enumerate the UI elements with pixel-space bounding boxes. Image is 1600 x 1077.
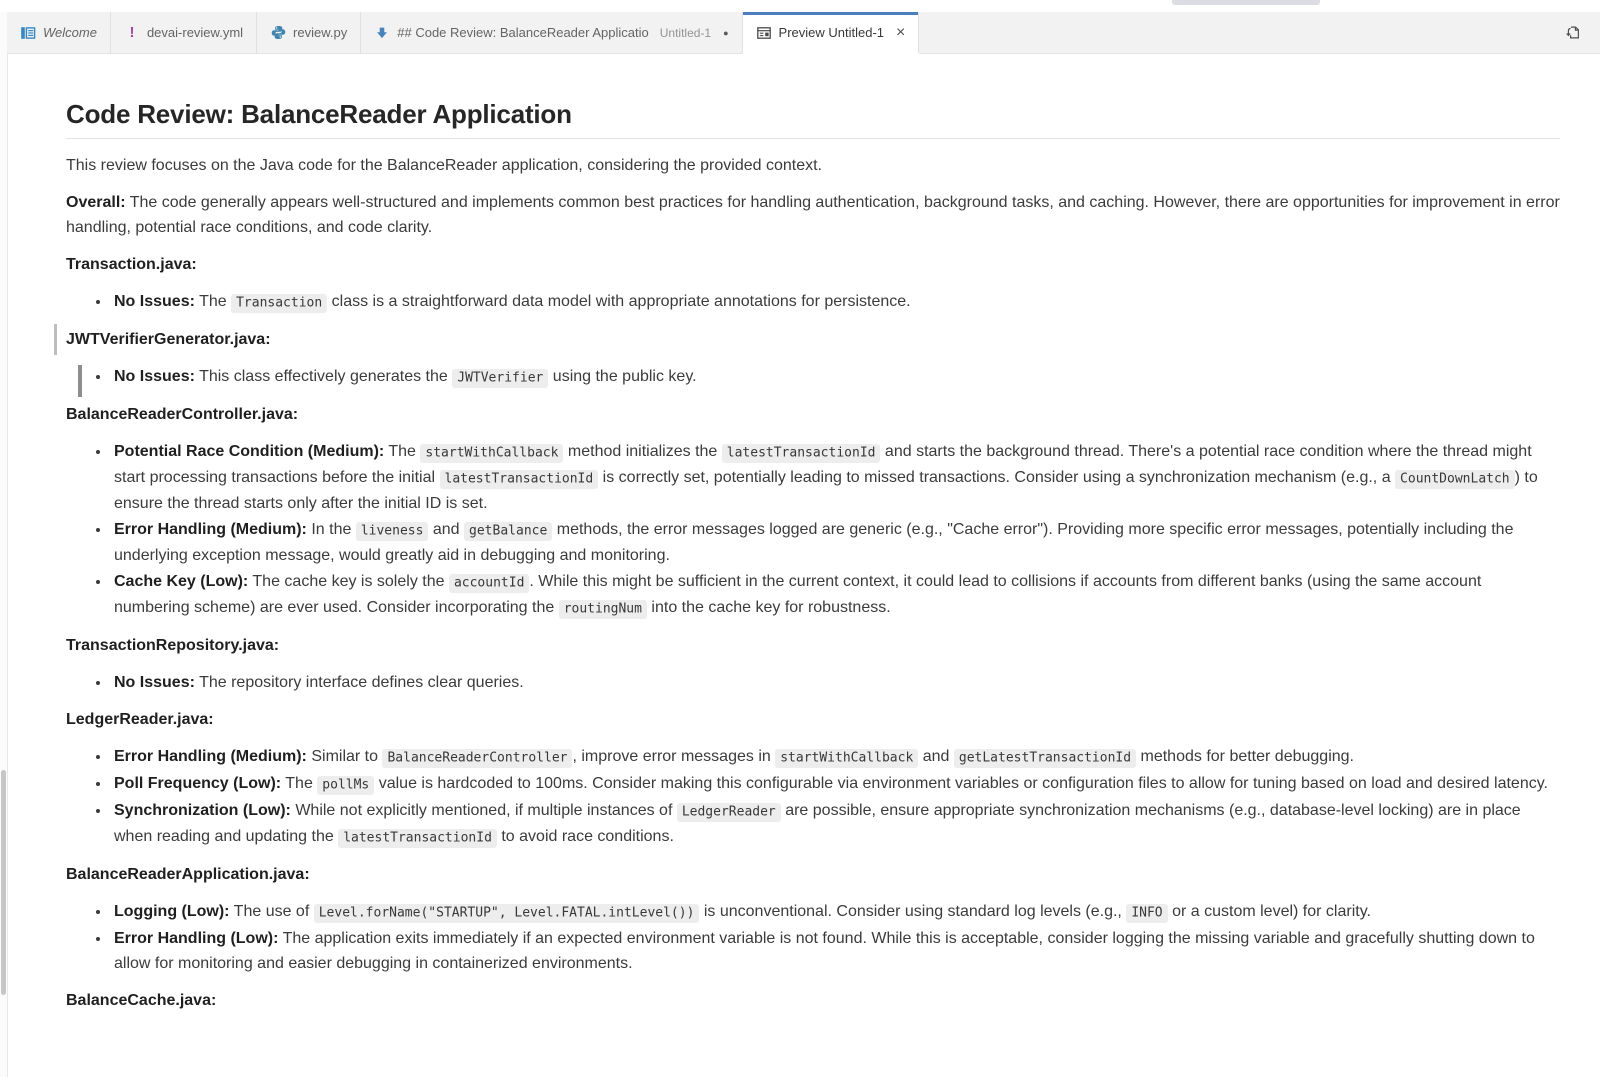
file-section-heading bbox=[66, 862, 1560, 887]
bold-text: Error Handling (Medium): bbox=[114, 748, 307, 765]
python-icon bbox=[270, 25, 286, 41]
bold-text: No Issues: bbox=[114, 674, 195, 691]
inline-code: BalanceReaderController bbox=[382, 749, 572, 768]
close-icon[interactable]: × bbox=[896, 23, 906, 41]
issue-item: • No Issues: This class effectively generates the JWTVerifier using the public key. bbox=[111, 364, 1560, 390]
tab-description: Untitled-1 bbox=[659, 25, 712, 40]
file-section-heading bbox=[66, 252, 1560, 277]
yaml-icon: ! bbox=[129, 24, 135, 41]
issue-list bbox=[66, 899, 1560, 976]
tab-bar-spacer bbox=[919, 12, 1546, 53]
issue-list bbox=[66, 289, 1560, 315]
bold-text: Transaction.java: bbox=[66, 256, 197, 273]
tab-label: Preview Untitled-1 bbox=[778, 25, 885, 40]
bold-text: LedgerReader.java: bbox=[66, 711, 214, 728]
tab-label: Welcome bbox=[43, 25, 97, 40]
bold-text: No Issues: bbox=[114, 368, 195, 385]
inline-code: routingNum bbox=[559, 600, 647, 619]
arrow-down-icon bbox=[374, 25, 390, 41]
inline-code: liveness bbox=[356, 522, 429, 541]
issue-list bbox=[66, 439, 1560, 621]
bold-text: BalanceReaderController.java: bbox=[66, 406, 299, 423]
issue-item: • Potential Race Condition (Medium): The startWithCallback method initializes the latestTransactionId and starts the background thread. There's a potential race condition where the thread might start processing transactions before the initial latestTransactionId is correctly set, potentially leading to missed transactions. Consider using a synchronization mechanism (e.g., a CountDownLatch ) to ensure the thread starts only after the initial ID is set. bbox=[111, 439, 1560, 516]
inline-code: startWithCallback bbox=[420, 444, 563, 463]
bold-text: Error Handling (Medium): bbox=[114, 521, 307, 538]
bold-text: JWTVerifierGenerator.java: bbox=[66, 331, 271, 348]
tab-devai-review-yml[interactable] bbox=[111, 12, 257, 53]
paragraph: This review focuses on the Java code for the BalanceReader application, considering the provided context. bbox=[66, 157, 822, 174]
inline-code: JWTVerifier bbox=[452, 369, 548, 388]
inline-code: getBalance bbox=[464, 522, 552, 541]
tab-label: devai-review.yml bbox=[146, 25, 244, 40]
bold-text: BalanceCache.java: bbox=[66, 992, 217, 1009]
bold-text: Synchronization (Low): bbox=[114, 802, 291, 819]
file-section-heading bbox=[66, 707, 1560, 732]
tab-review-py[interactable] bbox=[257, 12, 361, 53]
file-section-heading bbox=[66, 988, 1560, 1013]
bold-text: Logging (Low): bbox=[114, 903, 230, 920]
bold-text: BalanceReaderApplication.java: bbox=[66, 866, 310, 883]
welcome-icon bbox=[20, 25, 36, 41]
inline-code: latestTransactionId bbox=[722, 444, 881, 463]
issue-item: • Error Handling (Medium): Similar to BalanceReaderController , improve error messages in startWithCallback and getLatestTransactionId methods for better debugging. bbox=[111, 744, 1560, 770]
tab-preview-untitled-1[interactable] bbox=[743, 12, 920, 53]
issue-item: • Logging (Low): The use of Level.forName("STARTUP", Level.FATAL.intLevel()) is unconventional. Consider using standard log levels (e.g., INFO or a custom level) for clarity. bbox=[111, 899, 1560, 925]
inline-code: CountDownLatch bbox=[1395, 470, 1515, 489]
file-section-heading bbox=[66, 633, 1560, 658]
bold-text: Overall: bbox=[66, 194, 126, 211]
issue-list bbox=[66, 364, 1560, 390]
inline-code: pollMs bbox=[317, 776, 374, 795]
bold-text: Error Handling (Low): bbox=[114, 930, 279, 947]
issue-item: • Synchronization (Low): While not explicitly mentioned, if multiple instances of LedgerReader are possible, ensure appropriate synchronization mechanisms (e.g., database-level locking) are in place when reading and updating the latestTransactionId to avoid race conditions. bbox=[111, 798, 1560, 850]
editor-actions bbox=[1546, 12, 1600, 53]
issue-item: • No Issues: The Transaction class is a straightforward data model with appropriate annotations for persistence. bbox=[111, 289, 1560, 315]
bold-text: TransactionRepository.java: bbox=[66, 637, 280, 654]
inline-code: Transaction bbox=[231, 294, 327, 313]
issue-item: • Cache Key (Low): The cache key is solely the accountId . While this might be sufficient in the current context, it could lead to collisions if accounts from different banks (using the same account numbering scheme) are ever used. Consider incorporating the routingNum into the cache key for robustness. bbox=[111, 569, 1560, 621]
inline-code: getLatestTransactionId bbox=[954, 749, 1136, 768]
issue-item: • Error Handling (Low): The application exits immediately if an expected environment variable is not found. While this is acceptable, consider logging the missing variable and gracefully shutting down to allow for monitoring and easier debugging in containerized environments. bbox=[111, 926, 1560, 976]
tab-label: ## Code Review: BalanceReader Applicatio bbox=[397, 25, 649, 40]
scrollbar-thumb[interactable] bbox=[1, 770, 6, 995]
issue-item: • No Issues: The repository interface defines clear queries. bbox=[111, 670, 1560, 695]
page-title: Code Review: BalanceReader Application bbox=[66, 98, 1560, 139]
inline-code: Level.forName("STARTUP", Level.FATAL.intLevel()) bbox=[314, 904, 700, 923]
tab-label: review.py bbox=[293, 25, 348, 40]
bold-text: No Issues: bbox=[114, 293, 195, 310]
issue-list bbox=[66, 744, 1560, 850]
preview-icon bbox=[756, 25, 772, 41]
bold-text: Potential Race Condition (Medium): bbox=[114, 443, 385, 460]
left-editor-edge bbox=[0, 12, 8, 1077]
paragraph: Overall: The code generally appears well-structured and implements common best practices for handling authentication, background tasks, and caching. However, there are opportunities for improvement in error handling, potential race conditions, and code clarity. bbox=[66, 194, 1560, 236]
title-bar bbox=[0, 0, 1600, 12]
markdown-preview bbox=[8, 54, 1600, 1077]
split-editor-icon bbox=[1565, 25, 1581, 41]
inline-code: startWithCallback bbox=[775, 749, 918, 768]
issue-item: • Error Handling (Medium): In the liveness and getBalance methods, the error messages logged are generic (e.g., "Cache error"). Providing more specific error messages, potentially including the underlying exception message, would greatly aid in debugging and monitoring. bbox=[111, 517, 1560, 568]
file-section-heading bbox=[66, 402, 1560, 427]
bold-text: Cache Key (Low): bbox=[114, 573, 249, 590]
markdown-body bbox=[66, 98, 1560, 1013]
dialog-remnant bbox=[1172, 0, 1320, 5]
issue-item: • Poll Frequency (Low): The pollMs value is hardcoded to 100ms. Consider making this configurable via environment variables or configuration files to allow for tuning based on load and desired latency. bbox=[111, 771, 1560, 797]
inline-code: INFO bbox=[1126, 904, 1167, 923]
inline-code: latestTransactionId bbox=[440, 470, 599, 489]
tab-code-review-balancereader-applicatio[interactable] bbox=[361, 12, 742, 53]
tab-welcome[interactable] bbox=[7, 12, 111, 53]
editor-tab-bar bbox=[7, 12, 1600, 54]
issue-list bbox=[66, 670, 1560, 695]
bold-text: Poll Frequency (Low): bbox=[114, 775, 282, 792]
split-editor-button[interactable] bbox=[1561, 21, 1585, 45]
inline-code: LedgerReader bbox=[677, 803, 781, 822]
dirty-indicator-icon[interactable]: ● bbox=[723, 27, 729, 38]
file-section-heading bbox=[66, 327, 1560, 352]
inline-code: latestTransactionId bbox=[338, 829, 497, 848]
inline-code: accountId bbox=[449, 574, 529, 593]
